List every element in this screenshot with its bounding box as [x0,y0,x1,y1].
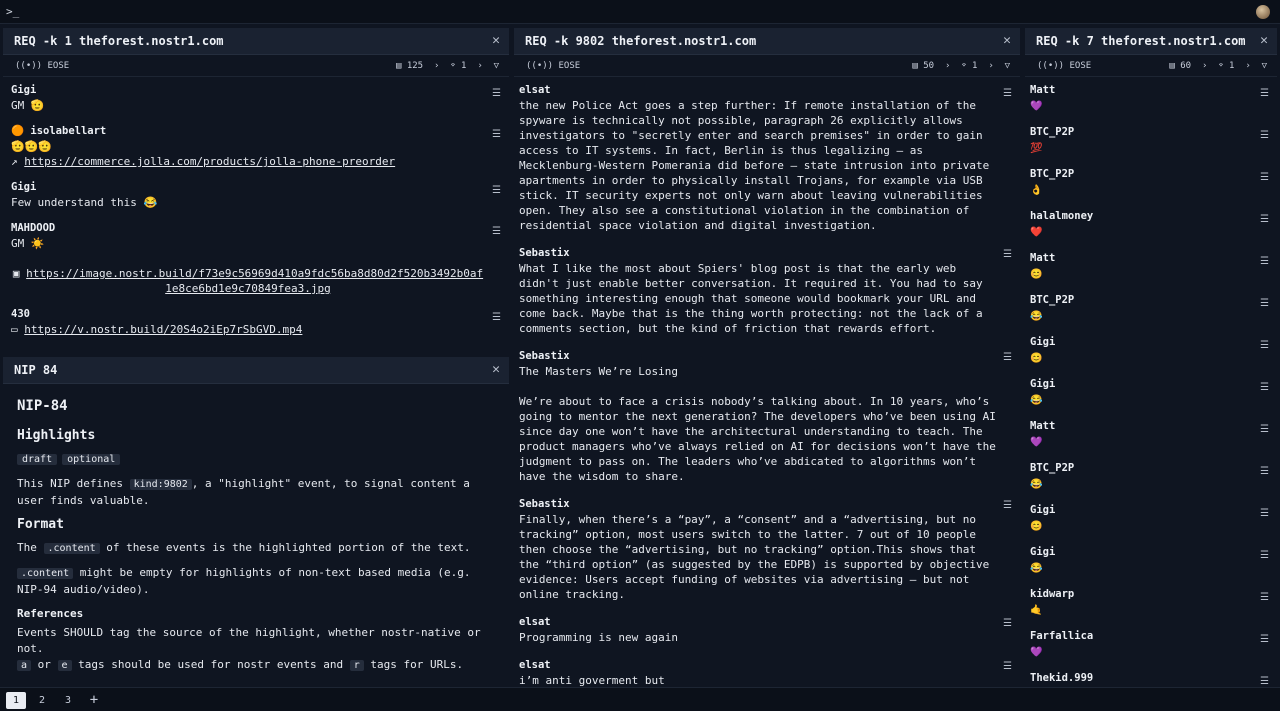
paragraph: .content might be empty for highlights of non-text based media (e.g. NIP-94 audio/video). [17,566,471,596]
menu-icon[interactable]: ☰ [1260,298,1269,309]
avatar[interactable] [1256,5,1270,19]
broadcast-icon: ((•)) [15,61,43,71]
inline-code: e [58,660,72,671]
document-icon: ▤ [912,61,918,71]
section-heading: Format [17,517,64,532]
menu-icon[interactable]: ☰ [1260,508,1269,519]
nip-content[interactable] [3,385,509,686]
video-icon: ▭ [11,323,18,336]
paragraph: The .content of these events is the highlighted portion of the text. [17,541,471,554]
note-author[interactable]: 430 [11,308,30,320]
list-item[interactable] [1030,288,1269,330]
note-content: Few understand this 😂 [11,196,158,209]
note-author[interactable]: BTC_P2P [1030,462,1075,474]
reaction-emoji: 😂 [1030,563,1043,574]
nip-heading: NIP-84 [17,398,68,414]
note-list[interactable] [514,78,1020,686]
note-author[interactable]: Gigi [11,84,37,96]
menu-icon[interactable]: ☰ [1260,214,1269,225]
note-author[interactable]: BTC_P2P [1030,294,1075,306]
list-item[interactable] [11,302,501,343]
reaction-list[interactable] [1025,78,1277,686]
list-item[interactable] [519,239,1012,342]
close-icon[interactable]: ✕ [492,362,500,377]
note-author[interactable]: 🟠 isolabellart [11,125,107,137]
column-status-bar [514,55,1020,77]
reaction-emoji: 😂 [1030,395,1043,406]
menu-icon[interactable]: ☰ [1003,661,1012,672]
eose-status: ((•)) EOSE [526,61,581,71]
menu-icon[interactable]: ☰ [1003,618,1012,629]
reaction-emoji: 🤙 [1030,605,1043,616]
section-heading: Highlights [17,428,96,443]
list-item[interactable] [1030,666,1269,686]
image-icon: ▣ [12,267,20,280]
column-stats: ▤ 50 › ⌔ 1 › ▽ [912,61,1010,71]
note-content: Finally, when there’s a “pay”, a “consent” and a “advertising, but no tracking” option, most users switch to the latter. 7 out of 10 people then choose the “advertising, but no tracking” option.This shows that the “third option” (as suggested by the EDPB) is supported by objective evidence: Users accept funding of websites via advertising – but not online tracking. [519,513,996,601]
close-icon[interactable]: ✕ [1260,33,1268,48]
column-header [1025,28,1277,55]
column-title: REQ -k 9802 theforest.nostr1.com [525,34,757,48]
nip-tags [17,451,495,468]
column-stats: ▤ 60 › ⌔ 1 › ▽ [1169,61,1267,71]
note-link[interactable]: https://commerce.jolla.com/products/jolla-phone-preorder [24,155,396,168]
menu-icon[interactable]: ☰ [492,88,501,99]
note-author[interactable]: Gigi [1030,546,1056,558]
close-icon[interactable]: ✕ [1003,33,1011,48]
note-author[interactable]: Thekid.999 [1030,672,1094,684]
broadcast-icon: ((•)) [526,61,554,71]
note-author[interactable]: Gigi [1030,336,1056,348]
list-item[interactable] [11,175,501,216]
note-content: Programming is new again [519,631,678,644]
workspace-tab-3[interactable]: 3 [64,695,72,706]
menu-icon[interactable]: ☰ [492,185,501,196]
terminal-icon[interactable]: >_ [6,5,20,18]
note-content: What I like the most about Spiers' blog post is that the early web didn't just enable better conversation. It required it. You had to say something interesting enough that someone would bookmark your URL and come back. Maybe that is the thing worth protecting: not the lack of a comments section, but the kind of friction that rewards effort. [519,262,990,335]
broadcast-icon: ((•)) [1037,61,1065,71]
menu-icon[interactable]: ☰ [1260,676,1269,686]
menu-icon[interactable]: ☰ [1260,592,1269,603]
list-item[interactable] [519,342,1012,490]
note-list[interactable] [3,78,509,356]
eose-status: ((•)) EOSE [1037,61,1092,71]
note-link[interactable]: https://v.nostr.build/20S4o2iEp7rSbGVD.mp4 [24,323,303,336]
subsection-heading: References [17,607,84,620]
column-title: REQ -k 1 theforest.nostr1.com [14,34,224,48]
menu-icon[interactable]: ☰ [1260,256,1269,267]
column-kind-1 [3,28,509,356]
menu-icon[interactable]: ☰ [492,226,501,237]
list-item[interactable] [1030,330,1269,372]
note-link[interactable]: https://image.nostr.build/f73e9c56969d410a9fdc56ba8d80d2f520b3492b0af1e8ce6bd1e9c70849fea3.jpg [26,267,484,295]
reaction-emoji: 💜 [1030,647,1043,658]
inline-code: a [17,660,31,671]
external-link-icon: ↗ [11,155,18,168]
reaction-emoji: 😊 [1030,269,1043,280]
relay-icon: ⌔ [961,61,967,71]
list-item[interactable] [11,119,501,175]
menu-icon[interactable]: ☰ [492,129,501,140]
note-content: GM 🫡 [11,99,45,112]
reaction-emoji: 😊 [1030,521,1043,532]
menu-icon[interactable]: ☰ [1003,500,1012,511]
document-icon: ▤ [1169,61,1175,71]
column-status-bar [3,55,509,77]
column-kind-9802 [514,28,1020,686]
note-author[interactable]: Gigi [1030,378,1056,390]
menu-icon[interactable]: ☰ [1260,634,1269,645]
reaction-emoji: ❤️ [1030,227,1043,238]
reaction-emoji: 💜 [1030,437,1043,448]
note-content: The Masters We’re Losing We’re about to face a crisis nobody’s talking about. In 10 years, who’s going to mentor the next generation? The developers who’ve been using AI since day one won’t have the architectural understanding to teach. The product managers who’ve always relied on AI for decisions won’t have the judgment to pass on. The leaders who’ve abdicated to algorithms won’t have the wisdom to share. [519,365,996,483]
menu-icon[interactable]: ☰ [1003,249,1012,260]
note-author[interactable]: Gigi [11,181,37,193]
note-content: GM ☀️ [11,237,45,250]
list-item[interactable] [1030,78,1269,120]
list-item[interactable] [519,490,1012,608]
note-author[interactable]: BTC_P2P [1030,126,1075,138]
menu-icon[interactable]: ☰ [1260,382,1269,393]
reaction-emoji: 👌 [1030,185,1043,196]
list-item[interactable] [1030,204,1269,246]
column-kind-7 [1025,28,1277,686]
list-item[interactable] [1030,414,1269,456]
menu-icon[interactable]: ☰ [492,312,501,323]
note-author[interactable]: Matt [1030,252,1056,264]
note-author[interactable]: Matt [1030,84,1056,96]
workspace-tab-1[interactable]: 1 [6,692,26,709]
filter-icon[interactable]: ▽ [1261,61,1267,71]
list-item[interactable] [519,78,1012,239]
list-item[interactable] [1030,582,1269,624]
add-workspace-button[interactable]: + [89,692,99,708]
menu-icon[interactable]: ☰ [1260,466,1269,477]
column-status-bar [1025,55,1277,77]
note-author[interactable]: Sebastix [519,247,570,259]
tag-badge: draft [17,454,57,465]
chevron-right-icon[interactable]: › [477,61,483,71]
note-author[interactable]: Sebastix [519,498,570,510]
note-author[interactable]: Matt [1030,420,1056,432]
menu-icon[interactable]: ☰ [1003,352,1012,363]
workspace-tab-bar [0,687,1280,711]
column-title: REQ -k 7 theforest.nostr1.com [1036,34,1246,48]
inline-code: .content [17,568,73,579]
note-author[interactable]: BTC_P2P [1030,168,1075,180]
list-item[interactable] [11,78,501,119]
list-item[interactable] [1030,624,1269,666]
menu-icon[interactable]: ☰ [1260,172,1269,183]
nip-84-panel [3,357,509,686]
menu-icon[interactable]: ☰ [1260,424,1269,435]
chevron-right-icon[interactable]: › [1245,61,1251,71]
top-bar [0,0,1280,24]
inline-code: kind:9802 [130,479,192,490]
reaction-emoji: 😊 [1030,353,1043,364]
note-author[interactable]: kidwarp [1030,588,1075,600]
note-author[interactable]: Farfallica [1030,630,1094,642]
paragraph: Events SHOULD tag the source of the highlight, whether nostr-native or not. a or e tags should be used for nostr events and r tags for URLs. [17,626,481,671]
menu-icon[interactable]: ☰ [1260,550,1269,561]
note-content: the new Police Act goes a step further: If remote installation of the spyware is technically not possible, paragraph 26 explicitly allows investigators to "secretly enter and search premises" in order to gain access to IT systems. In fact, Berlin is thus legalizing – as Mecklenburg-Western Pomerania did before – state intrusion into private apartments in order to physically install Trojans, for example via USB stick. IT security experts not only warn about leaving vulnerabilities open. They also see a constitutional violation in the combination of residential space violation and digital investigation. [519,99,996,232]
note-content: 🫡🫡🫡 [11,140,53,153]
list-item[interactable] [1030,540,1269,582]
relay-icon: ⌔ [1218,61,1224,71]
note-content: i’m anti goverment but [519,674,665,686]
document-icon: ▤ [395,61,402,71]
menu-icon[interactable]: ☰ [1260,88,1269,99]
close-icon[interactable]: ✕ [492,33,500,48]
chevron-right-icon[interactable]: › [988,61,994,71]
chevron-right-icon[interactable]: › [1201,61,1208,71]
column-header [3,28,509,55]
paragraph: This NIP defines kind:9802 , a "highlight" event, to signal content a user finds valuable. [17,477,470,507]
list-item[interactable] [1030,162,1269,204]
relay-icon: ⌔ [450,61,456,71]
note-author[interactable]: elsat [519,616,551,628]
panel-title: NIP 84 [14,363,58,377]
inline-code: .content [44,543,100,554]
reaction-emoji: 😂 [1030,311,1043,322]
menu-icon[interactable]: ☰ [1260,340,1269,351]
note-author[interactable]: Gigi [1030,504,1056,516]
filter-icon[interactable]: ▽ [493,61,499,71]
list-item[interactable] [1030,246,1269,288]
list-item[interactable] [11,216,501,302]
list-item[interactable] [1030,498,1269,540]
note-author[interactable]: elsat [519,84,551,96]
reaction-emoji: 😂 [1030,479,1043,490]
filter-icon[interactable]: ▽ [1004,61,1010,71]
column-header [514,28,1020,55]
note-author[interactable]: halalmoney [1030,210,1094,222]
note-author[interactable]: MAHDOOD [11,222,56,234]
tag-badge: optional [62,454,120,465]
menu-icon[interactable]: ☰ [1260,130,1269,141]
chevron-right-icon[interactable]: › [944,61,951,71]
list-item[interactable] [519,651,1012,686]
workspace-tab-2[interactable]: 2 [38,695,46,706]
chevron-right-icon[interactable]: › [433,61,440,71]
note-author[interactable]: Sebastix [519,350,570,362]
column-stats: ▤ 125 › ⌔ 1 › ▽ [395,61,499,71]
list-item[interactable] [1030,372,1269,414]
list-item[interactable] [1030,120,1269,162]
reaction-emoji: 💜 [1030,101,1043,112]
reaction-emoji: 💯 [1030,143,1043,154]
list-item[interactable] [519,608,1012,651]
inline-code: r [350,660,364,671]
eose-status: ((•)) EOSE [15,61,70,71]
note-author[interactable]: elsat [519,659,551,671]
panel-header [3,357,509,384]
list-item[interactable] [1030,456,1269,498]
menu-icon[interactable]: ☰ [1003,88,1012,99]
